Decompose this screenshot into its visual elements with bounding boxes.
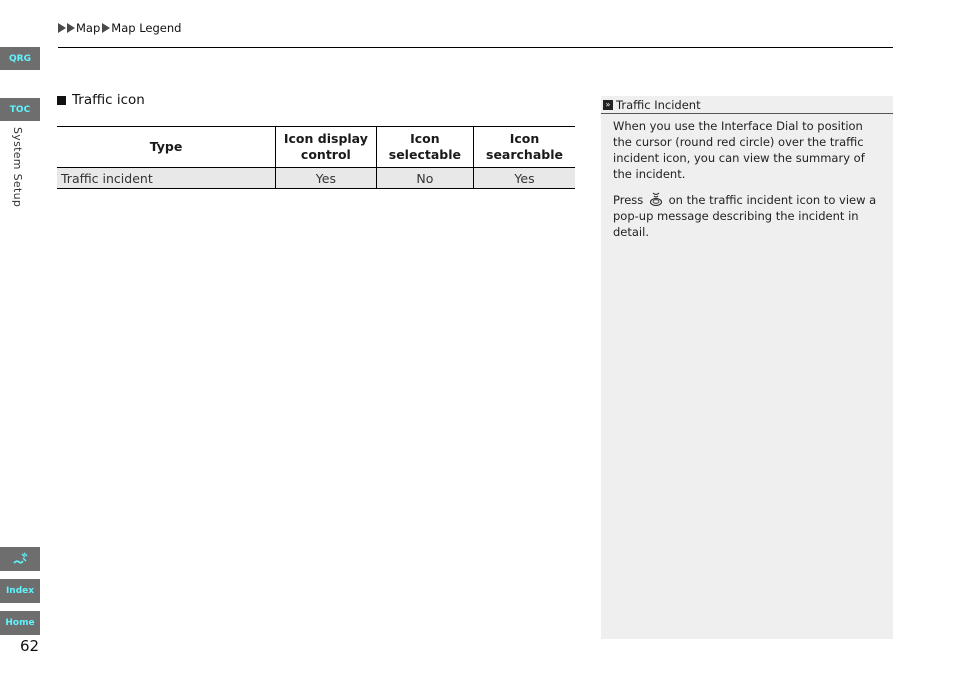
table-cell-selectable: No [376,168,473,189]
breadcrumb-link-map[interactable]: Map [76,21,101,35]
qrg-tab[interactable]: QRG [0,47,40,70]
toc-tab[interactable]: TOC [0,98,40,121]
table-header-searchable: Icon searchable [474,127,576,168]
breadcrumb-arrow-icon [58,23,66,33]
notes-panel-title: Traffic Incident [616,97,701,112]
section-heading-text: Traffic icon [72,92,145,108]
voice-command-tab[interactable] [0,547,40,571]
table-cell-searchable: Yes [474,168,576,189]
table-row [57,168,575,189]
table-header-type: Type [57,127,276,168]
table-header-display-control: Icon display control [276,127,377,168]
double-chevron-icon: » [603,100,613,110]
heading-bullet-icon [57,96,66,105]
section-heading [57,92,145,108]
note-text-after-icon: on the traffic incident icon to view a pop-up message describing the incident in detail. [613,193,877,239]
traffic-icon-table [57,126,575,189]
note-text-before-icon: Press [613,193,644,207]
page-number: 62 [20,637,40,655]
note-paragraph: When you use the Interface Dial to position the cursor (round red circle) over the traffic incident icon, you can view the summary of the incident. [613,119,865,181]
notes-panel [601,96,893,639]
breadcrumb-link-map-legend[interactable]: Map Legend [111,21,182,35]
interface-dial-press-icon [649,192,663,207]
header-divider [58,47,893,48]
home-tab[interactable]: Home [0,611,40,635]
index-tab[interactable]: Index [0,579,40,603]
breadcrumb-arrow-icon [67,23,75,33]
table-cell-type: Traffic incident [57,168,276,189]
table-cell-display-control: Yes [276,168,377,189]
notes-panel-body [601,114,893,240]
breadcrumb-arrow-icon [102,23,110,33]
notes-panel-header [601,96,893,114]
table-header-row [57,127,575,168]
breadcrumb [58,21,183,35]
note-paragraph [613,192,885,240]
voice-command-icon [12,552,28,566]
table-header-selectable: Icon selectable [376,127,473,168]
section-label: System Setup [11,127,24,208]
